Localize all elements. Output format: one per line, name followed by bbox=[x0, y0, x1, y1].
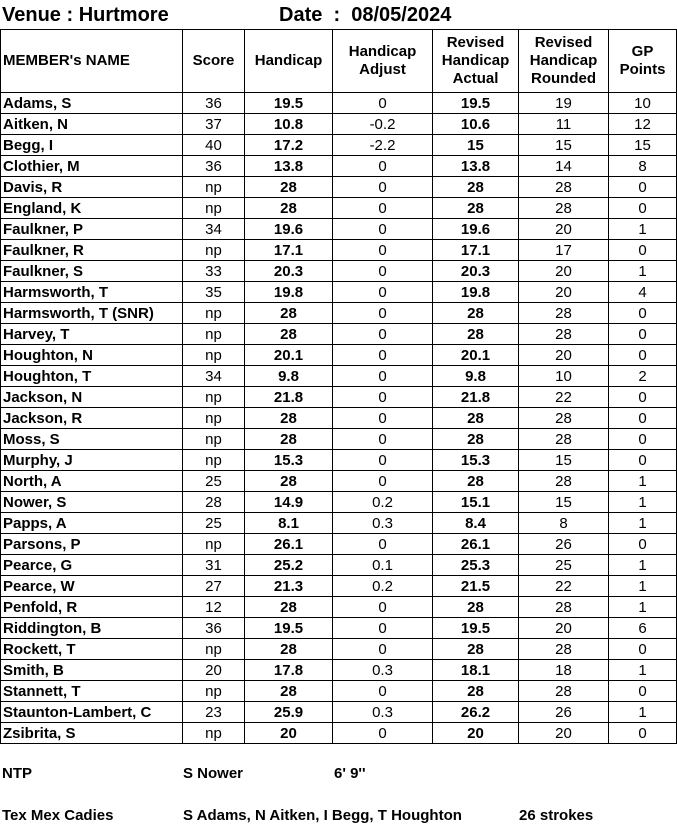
col-header-handicap-adjust: Handicap Adjust bbox=[333, 30, 433, 93]
revised-rounded-cell: 28 bbox=[519, 681, 609, 702]
revised-rounded-cell: 15 bbox=[519, 135, 609, 156]
table-row bbox=[1, 576, 677, 597]
revised-rounded-cell: 28 bbox=[519, 429, 609, 450]
revised-rounded-cell: 20 bbox=[519, 345, 609, 366]
handicap-adjust-cell: 0 bbox=[333, 597, 433, 618]
member-name-cell: Smith, B bbox=[1, 660, 183, 681]
member-name-cell: Jackson, R bbox=[1, 408, 183, 429]
revised-actual-cell: 28 bbox=[433, 408, 519, 429]
handicap-cell: 28 bbox=[245, 303, 333, 324]
revised-rounded-cell: 28 bbox=[519, 324, 609, 345]
handicap-adjust-cell: 0 bbox=[333, 219, 433, 240]
handicap-cell: 19.5 bbox=[245, 93, 333, 114]
gp-points-cell: 0 bbox=[609, 639, 677, 660]
gp-points-cell: 1 bbox=[609, 261, 677, 282]
handicap-cell: 20.1 bbox=[245, 345, 333, 366]
handicap-adjust-cell: 0 bbox=[333, 198, 433, 219]
texmex-line bbox=[2, 806, 677, 826]
member-name-cell: Davis, R bbox=[1, 177, 183, 198]
score-cell: np bbox=[183, 408, 245, 429]
handicap-adjust-cell: 0 bbox=[333, 93, 433, 114]
revised-actual-cell: 20 bbox=[433, 723, 519, 744]
gp-points-cell: 4 bbox=[609, 282, 677, 303]
gp-points-cell: 0 bbox=[609, 408, 677, 429]
handicap-cell: 21.8 bbox=[245, 387, 333, 408]
revised-rounded-cell: 26 bbox=[519, 534, 609, 555]
member-name-cell: Harvey, T bbox=[1, 324, 183, 345]
gp-points-cell: 1 bbox=[609, 492, 677, 513]
revised-rounded-cell: 20 bbox=[519, 723, 609, 744]
col-header-name: MEMBER's NAME bbox=[1, 30, 183, 93]
date-title: Date : 08/05/2024 bbox=[279, 4, 452, 26]
revised-actual-cell: 28 bbox=[433, 429, 519, 450]
revised-rounded-cell: 20 bbox=[519, 219, 609, 240]
score-cell: 36 bbox=[183, 93, 245, 114]
score-cell: 36 bbox=[183, 156, 245, 177]
handicap-cell: 25.2 bbox=[245, 555, 333, 576]
revised-rounded-cell: 19 bbox=[519, 93, 609, 114]
member-name-cell: Nower, S bbox=[1, 492, 183, 513]
handicap-cell: 10.8 bbox=[245, 114, 333, 135]
table-row bbox=[1, 240, 677, 261]
revised-actual-cell: 17.1 bbox=[433, 240, 519, 261]
member-name-cell: Faulkner, S bbox=[1, 261, 183, 282]
handicap-cell: 28 bbox=[245, 429, 333, 450]
revised-actual-cell: 28 bbox=[433, 177, 519, 198]
gp-points-cell: 0 bbox=[609, 387, 677, 408]
handicap-cell: 19.8 bbox=[245, 282, 333, 303]
revised-actual-cell: 28 bbox=[433, 198, 519, 219]
member-name-cell: Begg, I bbox=[1, 135, 183, 156]
revised-rounded-cell: 18 bbox=[519, 660, 609, 681]
gp-points-cell: 1 bbox=[609, 660, 677, 681]
member-name-cell: Zsibrita, S bbox=[1, 723, 183, 744]
table-row bbox=[1, 471, 677, 492]
table-row bbox=[1, 555, 677, 576]
score-cell: np bbox=[183, 639, 245, 660]
table-row bbox=[1, 114, 677, 135]
revised-rounded-cell: 14 bbox=[519, 156, 609, 177]
score-cell: np bbox=[183, 534, 245, 555]
handicap-cell: 28 bbox=[245, 324, 333, 345]
table-row bbox=[1, 534, 677, 555]
gp-points-cell: 1 bbox=[609, 576, 677, 597]
table-row bbox=[1, 639, 677, 660]
revised-rounded-cell: 28 bbox=[519, 597, 609, 618]
revised-actual-cell: 28 bbox=[433, 681, 519, 702]
gp-points-cell: 0 bbox=[609, 240, 677, 261]
revised-actual-cell: 15.1 bbox=[433, 492, 519, 513]
gp-points-cell: 0 bbox=[609, 177, 677, 198]
score-cell: np bbox=[183, 723, 245, 744]
score-cell: 37 bbox=[183, 114, 245, 135]
revised-rounded-cell: 17 bbox=[519, 240, 609, 261]
member-name-cell: England, K bbox=[1, 198, 183, 219]
score-cell: 31 bbox=[183, 555, 245, 576]
gp-points-cell: 0 bbox=[609, 324, 677, 345]
handicap-adjust-cell: 0.3 bbox=[333, 702, 433, 723]
revised-rounded-cell: 28 bbox=[519, 177, 609, 198]
gp-points-cell: 0 bbox=[609, 681, 677, 702]
handicap-adjust-cell: 0 bbox=[333, 471, 433, 492]
member-name-cell: Aitken, N bbox=[1, 114, 183, 135]
score-cell: 36 bbox=[183, 618, 245, 639]
revised-actual-cell: 26.2 bbox=[433, 702, 519, 723]
handicap-cell: 15.3 bbox=[245, 450, 333, 471]
table-row bbox=[1, 597, 677, 618]
table-row bbox=[1, 387, 677, 408]
table-row bbox=[1, 261, 677, 282]
texmex-team: S Adams, N Aitken, I Begg, T Houghton bbox=[183, 807, 462, 824]
gp-points-cell: 8 bbox=[609, 156, 677, 177]
handicap-cell: 20 bbox=[245, 723, 333, 744]
results-table bbox=[0, 29, 677, 744]
handicap-cell: 25.9 bbox=[245, 702, 333, 723]
score-cell: 12 bbox=[183, 597, 245, 618]
venue-title: Venue : Hurtmore bbox=[2, 4, 169, 26]
member-name-cell: Staunton-Lambert, C bbox=[1, 702, 183, 723]
revised-actual-cell: 13.8 bbox=[433, 156, 519, 177]
table-header-row bbox=[1, 30, 677, 93]
member-name-cell: Riddington, B bbox=[1, 618, 183, 639]
revised-actual-cell: 25.3 bbox=[433, 555, 519, 576]
handicap-adjust-cell: 0.3 bbox=[333, 513, 433, 534]
handicap-adjust-cell: 0 bbox=[333, 534, 433, 555]
score-cell: np bbox=[183, 450, 245, 471]
revised-actual-cell: 21.8 bbox=[433, 387, 519, 408]
member-name-cell: Papps, A bbox=[1, 513, 183, 534]
handicap-adjust-cell: 0 bbox=[333, 261, 433, 282]
member-name-cell: Harmsworth, T (SNR) bbox=[1, 303, 183, 324]
revised-rounded-cell: 26 bbox=[519, 702, 609, 723]
handicap-cell: 28 bbox=[245, 177, 333, 198]
revised-rounded-cell: 28 bbox=[519, 303, 609, 324]
handicap-cell: 28 bbox=[245, 597, 333, 618]
score-cell: np bbox=[183, 198, 245, 219]
gp-points-cell: 0 bbox=[609, 345, 677, 366]
gp-points-cell: 1 bbox=[609, 555, 677, 576]
member-name-cell: Pearce, W bbox=[1, 576, 183, 597]
table-row bbox=[1, 492, 677, 513]
gp-points-cell: 0 bbox=[609, 303, 677, 324]
revised-actual-cell: 28 bbox=[433, 471, 519, 492]
handicap-adjust-cell: 0.1 bbox=[333, 555, 433, 576]
revised-rounded-cell: 11 bbox=[519, 114, 609, 135]
handicap-adjust-cell: 0 bbox=[333, 639, 433, 660]
handicap-cell: 14.9 bbox=[245, 492, 333, 513]
handicap-cell: 9.8 bbox=[245, 366, 333, 387]
member-name-cell: Harmsworth, T bbox=[1, 282, 183, 303]
score-cell: np bbox=[183, 387, 245, 408]
handicap-cell: 26.1 bbox=[245, 534, 333, 555]
revised-actual-cell: 28 bbox=[433, 639, 519, 660]
table-row bbox=[1, 345, 677, 366]
table-row bbox=[1, 723, 677, 744]
score-cell: 33 bbox=[183, 261, 245, 282]
gp-points-cell: 0 bbox=[609, 534, 677, 555]
handicap-adjust-cell: 0 bbox=[333, 240, 433, 261]
revised-rounded-cell: 8 bbox=[519, 513, 609, 534]
handicap-cell: 8.1 bbox=[245, 513, 333, 534]
handicap-adjust-cell: 0 bbox=[333, 723, 433, 744]
table-row bbox=[1, 93, 677, 114]
table-row bbox=[1, 156, 677, 177]
col-header-score: Score bbox=[183, 30, 245, 93]
revised-actual-cell: 9.8 bbox=[433, 366, 519, 387]
member-name-cell: Murphy, J bbox=[1, 450, 183, 471]
handicap-cell: 13.8 bbox=[245, 156, 333, 177]
member-name-cell: Faulkner, P bbox=[1, 219, 183, 240]
handicap-cell: 19.6 bbox=[245, 219, 333, 240]
revised-actual-cell: 28 bbox=[433, 303, 519, 324]
revised-rounded-cell: 10 bbox=[519, 366, 609, 387]
revised-actual-cell: 28 bbox=[433, 324, 519, 345]
handicap-adjust-cell: 0 bbox=[333, 450, 433, 471]
handicap-adjust-cell: 0 bbox=[333, 429, 433, 450]
gp-points-cell: 1 bbox=[609, 597, 677, 618]
revised-rounded-cell: 22 bbox=[519, 387, 609, 408]
col-header-revised-actual: Revised Handicap Actual bbox=[433, 30, 519, 93]
gp-points-cell: 1 bbox=[609, 471, 677, 492]
gp-points-cell: 0 bbox=[609, 198, 677, 219]
score-cell: np bbox=[183, 240, 245, 261]
handicap-cell: 20.3 bbox=[245, 261, 333, 282]
score-cell: np bbox=[183, 324, 245, 345]
revised-actual-cell: 26.1 bbox=[433, 534, 519, 555]
gp-points-cell: 1 bbox=[609, 513, 677, 534]
score-cell: 25 bbox=[183, 513, 245, 534]
table-row bbox=[1, 660, 677, 681]
score-cell: np bbox=[183, 429, 245, 450]
handicap-adjust-cell: 0 bbox=[333, 303, 433, 324]
handicap-adjust-cell: -0.2 bbox=[333, 114, 433, 135]
revised-rounded-cell: 20 bbox=[519, 282, 609, 303]
member-name-cell: Jackson, N bbox=[1, 387, 183, 408]
revised-rounded-cell: 28 bbox=[519, 408, 609, 429]
revised-rounded-cell: 28 bbox=[519, 198, 609, 219]
revised-rounded-cell: 28 bbox=[519, 639, 609, 660]
gp-points-cell: 2 bbox=[609, 366, 677, 387]
score-cell: np bbox=[183, 303, 245, 324]
table-row bbox=[1, 681, 677, 702]
revised-actual-cell: 21.5 bbox=[433, 576, 519, 597]
member-name-cell: Houghton, N bbox=[1, 345, 183, 366]
revised-actual-cell: 19.5 bbox=[433, 93, 519, 114]
texmex-label: Tex Mex Cadies bbox=[2, 807, 114, 824]
revised-actual-cell: 15 bbox=[433, 135, 519, 156]
handicap-cell: 28 bbox=[245, 681, 333, 702]
ntp-label: NTP bbox=[2, 765, 32, 782]
revised-rounded-cell: 15 bbox=[519, 492, 609, 513]
col-header-revised-rounded: Revised Handicap Rounded bbox=[519, 30, 609, 93]
score-cell: 40 bbox=[183, 135, 245, 156]
member-name-cell: Houghton, T bbox=[1, 366, 183, 387]
revised-actual-cell: 18.1 bbox=[433, 660, 519, 681]
gp-points-cell: 0 bbox=[609, 429, 677, 450]
handicap-cell: 17.8 bbox=[245, 660, 333, 681]
handicap-adjust-cell: 0 bbox=[333, 681, 433, 702]
member-name-cell: Pearce, G bbox=[1, 555, 183, 576]
revised-actual-cell: 19.8 bbox=[433, 282, 519, 303]
handicap-cell: 28 bbox=[245, 639, 333, 660]
gp-points-cell: 0 bbox=[609, 450, 677, 471]
table-row bbox=[1, 282, 677, 303]
ntp-line bbox=[2, 764, 677, 784]
revised-actual-cell: 20.1 bbox=[433, 345, 519, 366]
score-cell: np bbox=[183, 345, 245, 366]
score-cell: np bbox=[183, 681, 245, 702]
handicap-cell: 28 bbox=[245, 408, 333, 429]
member-name-cell: Penfold, R bbox=[1, 597, 183, 618]
revised-actual-cell: 15.3 bbox=[433, 450, 519, 471]
handicap-cell: 28 bbox=[245, 471, 333, 492]
table-row bbox=[1, 177, 677, 198]
table-row bbox=[1, 513, 677, 534]
revised-rounded-cell: 22 bbox=[519, 576, 609, 597]
member-name-cell: North, A bbox=[1, 471, 183, 492]
handicap-cell: 17.1 bbox=[245, 240, 333, 261]
ntp-distance: 6' 9'' bbox=[334, 765, 366, 782]
score-cell: 28 bbox=[183, 492, 245, 513]
revised-rounded-cell: 20 bbox=[519, 618, 609, 639]
score-cell: 34 bbox=[183, 219, 245, 240]
revised-rounded-cell: 20 bbox=[519, 261, 609, 282]
score-cell: 34 bbox=[183, 366, 245, 387]
handicap-cell: 28 bbox=[245, 198, 333, 219]
revised-rounded-cell: 25 bbox=[519, 555, 609, 576]
score-cell: 23 bbox=[183, 702, 245, 723]
table-row bbox=[1, 429, 677, 450]
member-name-cell: Clothier, M bbox=[1, 156, 183, 177]
handicap-adjust-cell: -2.2 bbox=[333, 135, 433, 156]
handicap-cell: 19.5 bbox=[245, 618, 333, 639]
member-name-cell: Rockett, T bbox=[1, 639, 183, 660]
table-row bbox=[1, 450, 677, 471]
table-row bbox=[1, 219, 677, 240]
member-name-cell: Adams, S bbox=[1, 93, 183, 114]
handicap-adjust-cell: 0.2 bbox=[333, 492, 433, 513]
gp-points-cell: 1 bbox=[609, 702, 677, 723]
handicap-adjust-cell: 0 bbox=[333, 618, 433, 639]
member-name-cell: Stannett, T bbox=[1, 681, 183, 702]
col-header-handicap: Handicap bbox=[245, 30, 333, 93]
member-name-cell: Faulkner, R bbox=[1, 240, 183, 261]
gp-points-cell: 0 bbox=[609, 723, 677, 744]
gp-points-cell: 10 bbox=[609, 93, 677, 114]
member-name-cell: Moss, S bbox=[1, 429, 183, 450]
revised-actual-cell: 20.3 bbox=[433, 261, 519, 282]
score-cell: np bbox=[183, 177, 245, 198]
score-cell: 20 bbox=[183, 660, 245, 681]
gp-points-cell: 6 bbox=[609, 618, 677, 639]
table-row bbox=[1, 702, 677, 723]
table-row bbox=[1, 303, 677, 324]
ntp-winner: S Nower bbox=[183, 765, 244, 782]
handicap-cell: 21.3 bbox=[245, 576, 333, 597]
gp-points-cell: 12 bbox=[609, 114, 677, 135]
col-header-gp-points: GP Points bbox=[609, 30, 677, 93]
handicap-adjust-cell: 0 bbox=[333, 282, 433, 303]
table-row bbox=[1, 324, 677, 345]
texmex-result: 26 strokes bbox=[519, 807, 594, 824]
handicap-adjust-cell: 0 bbox=[333, 387, 433, 408]
table-row bbox=[1, 408, 677, 429]
revised-actual-cell: 19.5 bbox=[433, 618, 519, 639]
revised-actual-cell: 28 bbox=[433, 597, 519, 618]
table-row bbox=[1, 366, 677, 387]
member-name-cell: Parsons, P bbox=[1, 534, 183, 555]
handicap-adjust-cell: 0 bbox=[333, 156, 433, 177]
handicap-adjust-cell: 0 bbox=[333, 366, 433, 387]
gp-points-cell: 1 bbox=[609, 219, 677, 240]
table-row bbox=[1, 135, 677, 156]
page-header bbox=[2, 2, 677, 28]
revised-actual-cell: 10.6 bbox=[433, 114, 519, 135]
handicap-adjust-cell: 0 bbox=[333, 324, 433, 345]
handicap-adjust-cell: 0.3 bbox=[333, 660, 433, 681]
score-cell: 35 bbox=[183, 282, 245, 303]
handicap-cell: 17.2 bbox=[245, 135, 333, 156]
revised-actual-cell: 19.6 bbox=[433, 219, 519, 240]
revised-rounded-cell: 15 bbox=[519, 450, 609, 471]
score-cell: 25 bbox=[183, 471, 245, 492]
table-row bbox=[1, 618, 677, 639]
revised-rounded-cell: 28 bbox=[519, 471, 609, 492]
table-row bbox=[1, 198, 677, 219]
gp-points-cell: 15 bbox=[609, 135, 677, 156]
score-cell: 27 bbox=[183, 576, 245, 597]
handicap-adjust-cell: 0 bbox=[333, 345, 433, 366]
handicap-adjust-cell: 0 bbox=[333, 408, 433, 429]
handicap-adjust-cell: 0 bbox=[333, 177, 433, 198]
revised-actual-cell: 8.4 bbox=[433, 513, 519, 534]
handicap-adjust-cell: 0.2 bbox=[333, 576, 433, 597]
